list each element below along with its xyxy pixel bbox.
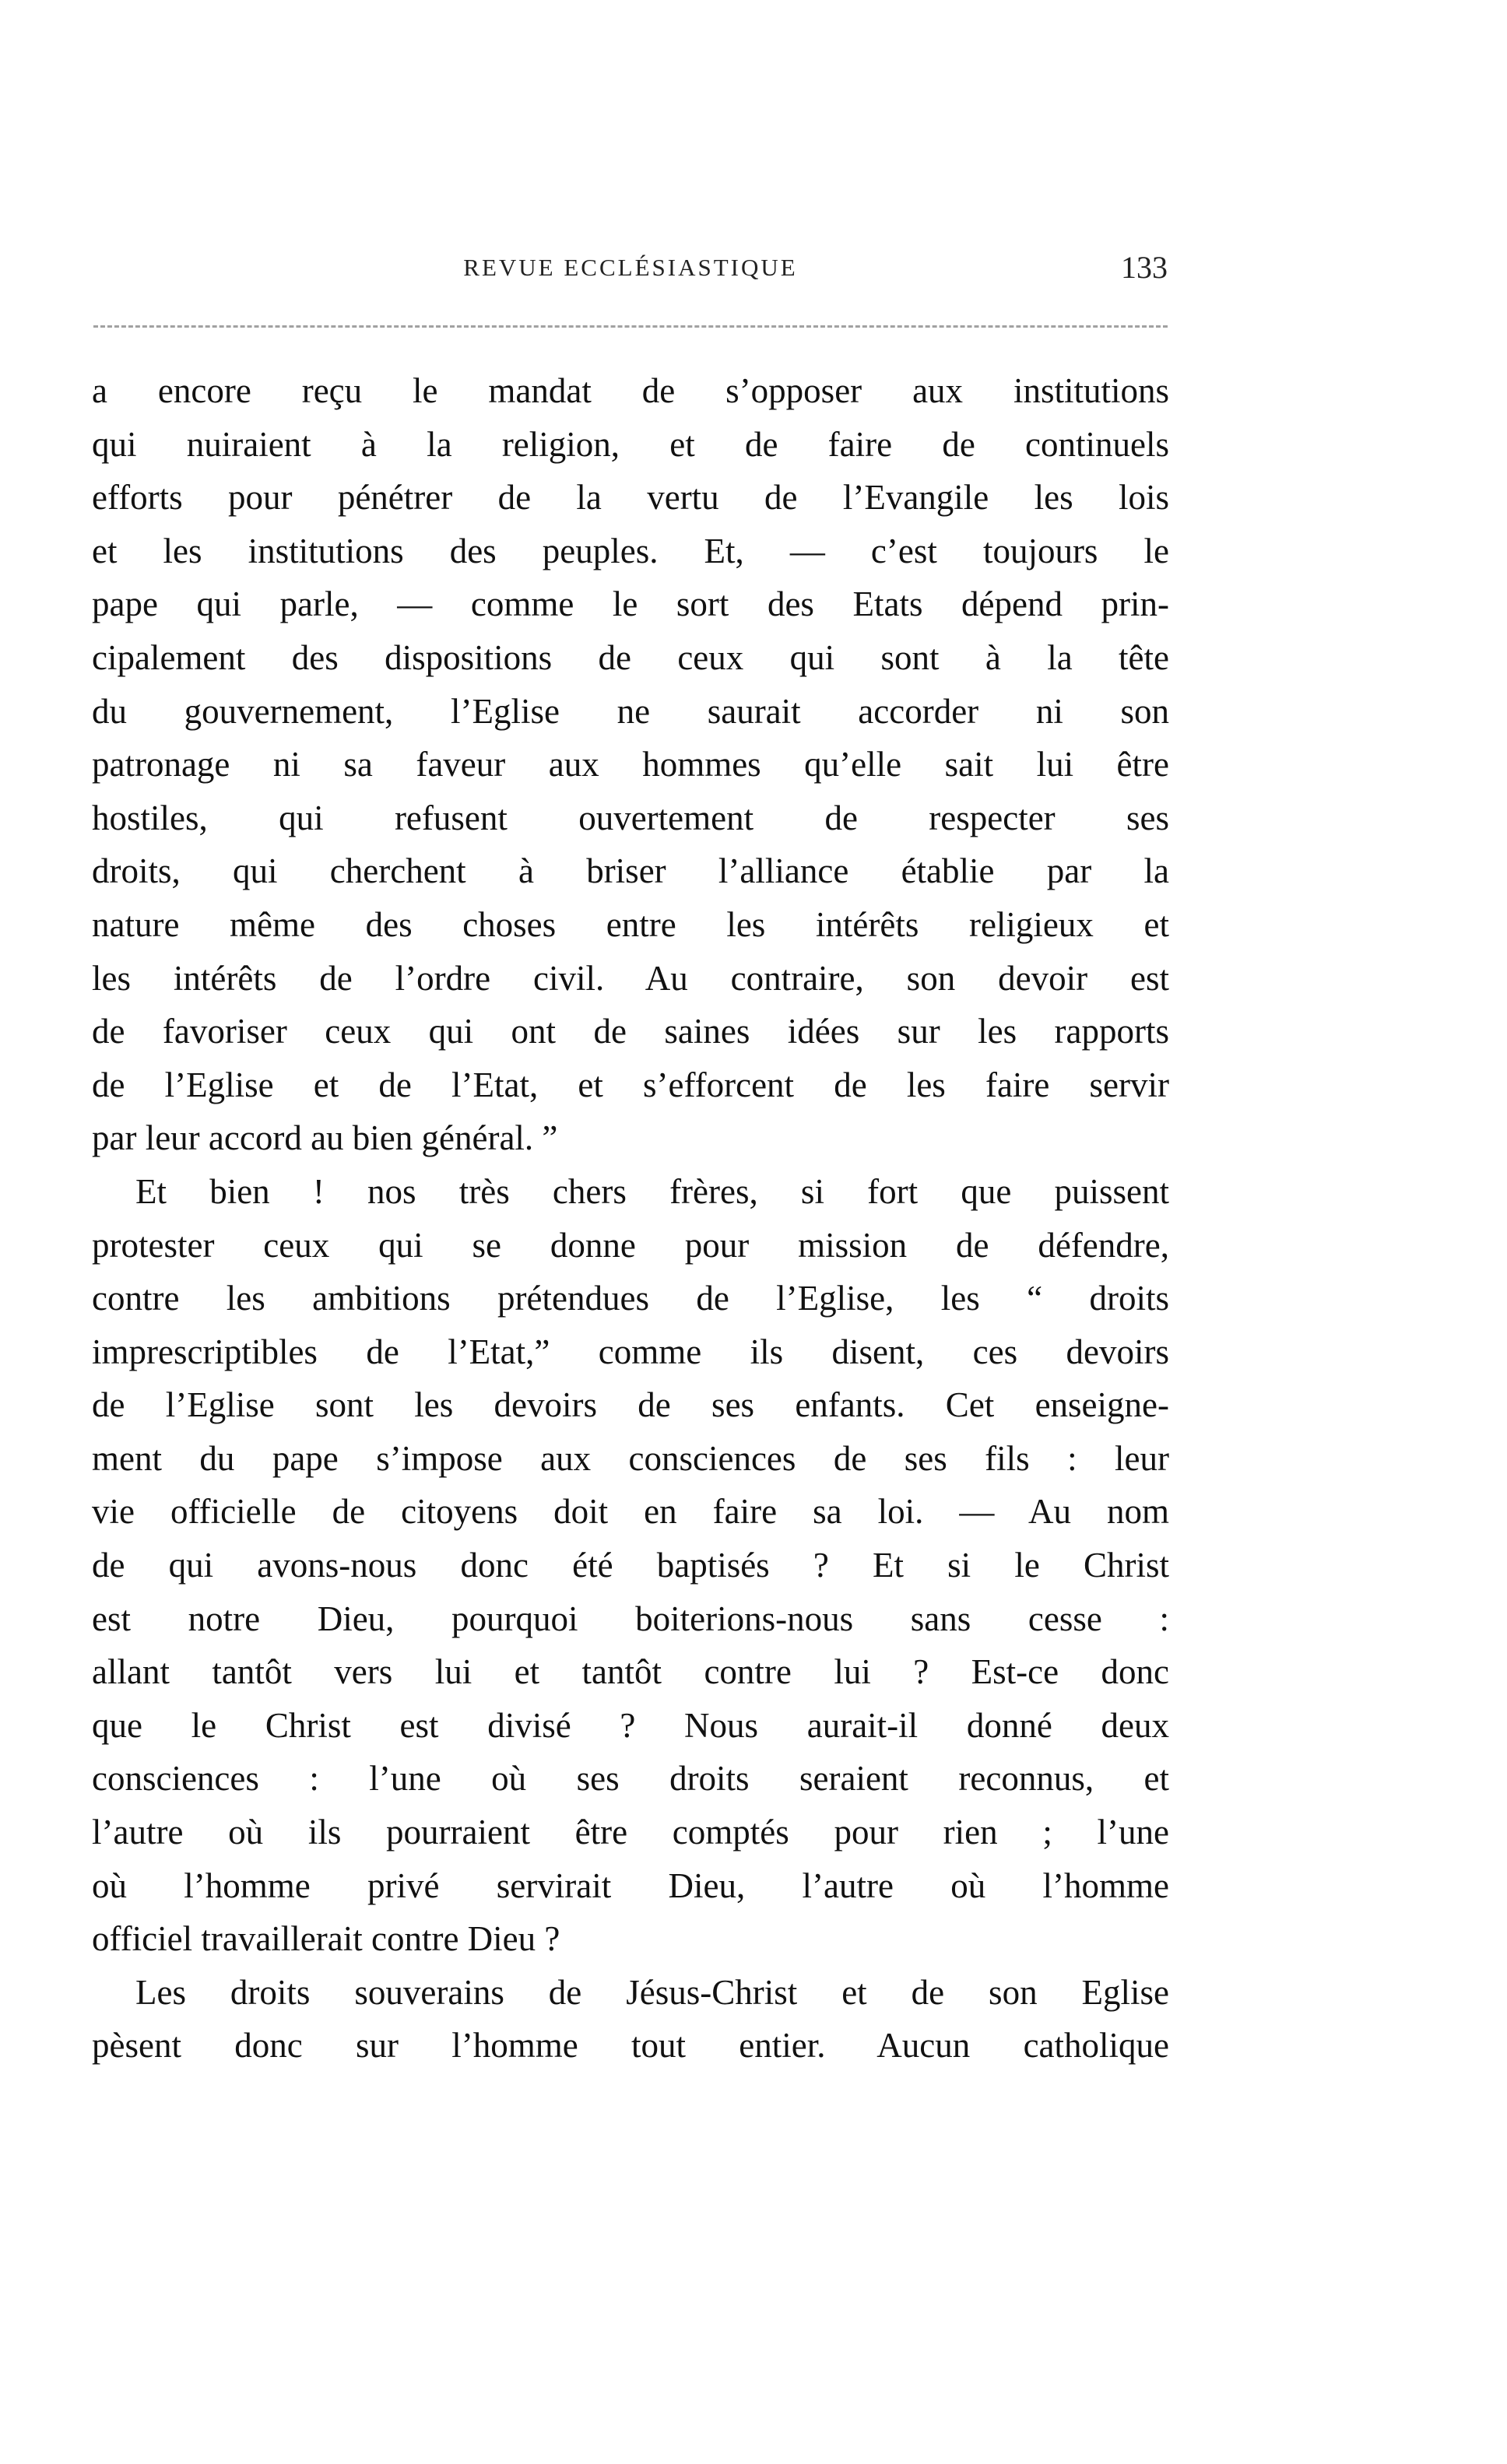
text-line: et les institutions des peuples. Et, — c’est toujours le	[92, 531, 1169, 570]
text-line: ment du pape s’impose aux consciences de ses fils : leur	[92, 1438, 1169, 1478]
text-line: efforts pour pénétrer de la vertu de l’Evangile les lois	[92, 478, 1169, 518]
text-line: a encore reçu le mandat de s’opposer aux institutions	[92, 371, 1169, 410]
paragraph-2	[92, 1165, 1169, 1966]
text-line: qui nuiraient à la religion, et de faire de continuels	[92, 424, 1169, 464]
text-line: de l’Eglise et de l’Etat, et s’efforcent de les faire servir	[92, 1065, 1169, 1104]
text-line: hostiles, qui refusent ouvertement de respecter ses	[92, 798, 1169, 837]
text-line: vie officielle de citoyens doit en faire sa loi. — Au nom	[92, 1492, 1169, 1532]
text-line: pape qui parle, — comme le sort des Etats dépend prin-	[92, 584, 1169, 624]
text-line: pèsent donc sur l’homme tout entier. Aucun catholique	[92, 2026, 1169, 2066]
text-line: allant tantôt vers lui et tantôt contre lui ? Est-ce donc	[92, 1652, 1169, 1692]
text-line: patronage ni sa faveur aux hommes qu’elle sait lui être	[92, 745, 1169, 784]
text-line: que le Christ est divisé ? Nous aurait-il donné deux	[92, 1705, 1169, 1745]
text-line: nature même des choses entre les intérêts religieux et	[92, 904, 1169, 944]
text-line: l’autre où ils pourraient être comptés pour rien ; l’une	[92, 1813, 1169, 1852]
paragraph-3	[92, 1966, 1169, 2073]
header-rule	[93, 325, 1168, 328]
text-line: contre les ambitions prétendues de l’Eglise, les “ droits	[92, 1279, 1169, 1318]
text-line: protester ceux qui se donne pour mission de défendre,	[92, 1225, 1169, 1265]
text-line: consciences : l’une où ses droits seraient reconnus, et	[92, 1759, 1169, 1799]
text-line: imprescriptibles de l’Etat,” comme ils disent, ces devoirs	[92, 1332, 1169, 1371]
text-line: de favoriser ceux qui ont de saines idées sur les rapports	[92, 1012, 1169, 1051]
text-line: Et bien ! nos très chers frères, si fort que puissent	[135, 1171, 1169, 1211]
text-line: droits, qui cherchent à briser l’alliance établie par la	[92, 851, 1169, 891]
text-line: Les droits souverains de Jésus-Christ et de son Eglise	[135, 1972, 1169, 2012]
text-line: officiel travaillerait contre Dieu ?	[92, 1919, 560, 1959]
text-line: du gouvernement, l’Eglise ne saurait accorder ni son	[92, 691, 1169, 731]
page-header	[93, 249, 1168, 296]
text-line: où l’homme privé servirait Dieu, l’autre où l’homme	[92, 1866, 1169, 1905]
text-line: de l’Eglise sont les devoirs de ses enfants. Cet enseigne-	[92, 1385, 1169, 1425]
paragraph-1	[92, 364, 1169, 1165]
page-number: 133	[1121, 250, 1168, 285]
text-line: cipalement des dispositions de ceux qui sont à la tête	[92, 637, 1169, 677]
body-text	[92, 364, 1169, 2073]
text-line: les intérêts de l’ordre civil. Au contraire, son devoir est	[92, 958, 1169, 998]
text-line: est notre Dieu, pourquoi boiterions-nous sans cesse :	[92, 1599, 1169, 1638]
text-line: par leur accord au bien général. ”	[92, 1118, 558, 1158]
running-title: REVUE ECCLÉSIASTIQUE	[463, 254, 798, 281]
text-line: de qui avons-nous donc été baptisés ? Et si le Christ	[92, 1546, 1169, 1585]
